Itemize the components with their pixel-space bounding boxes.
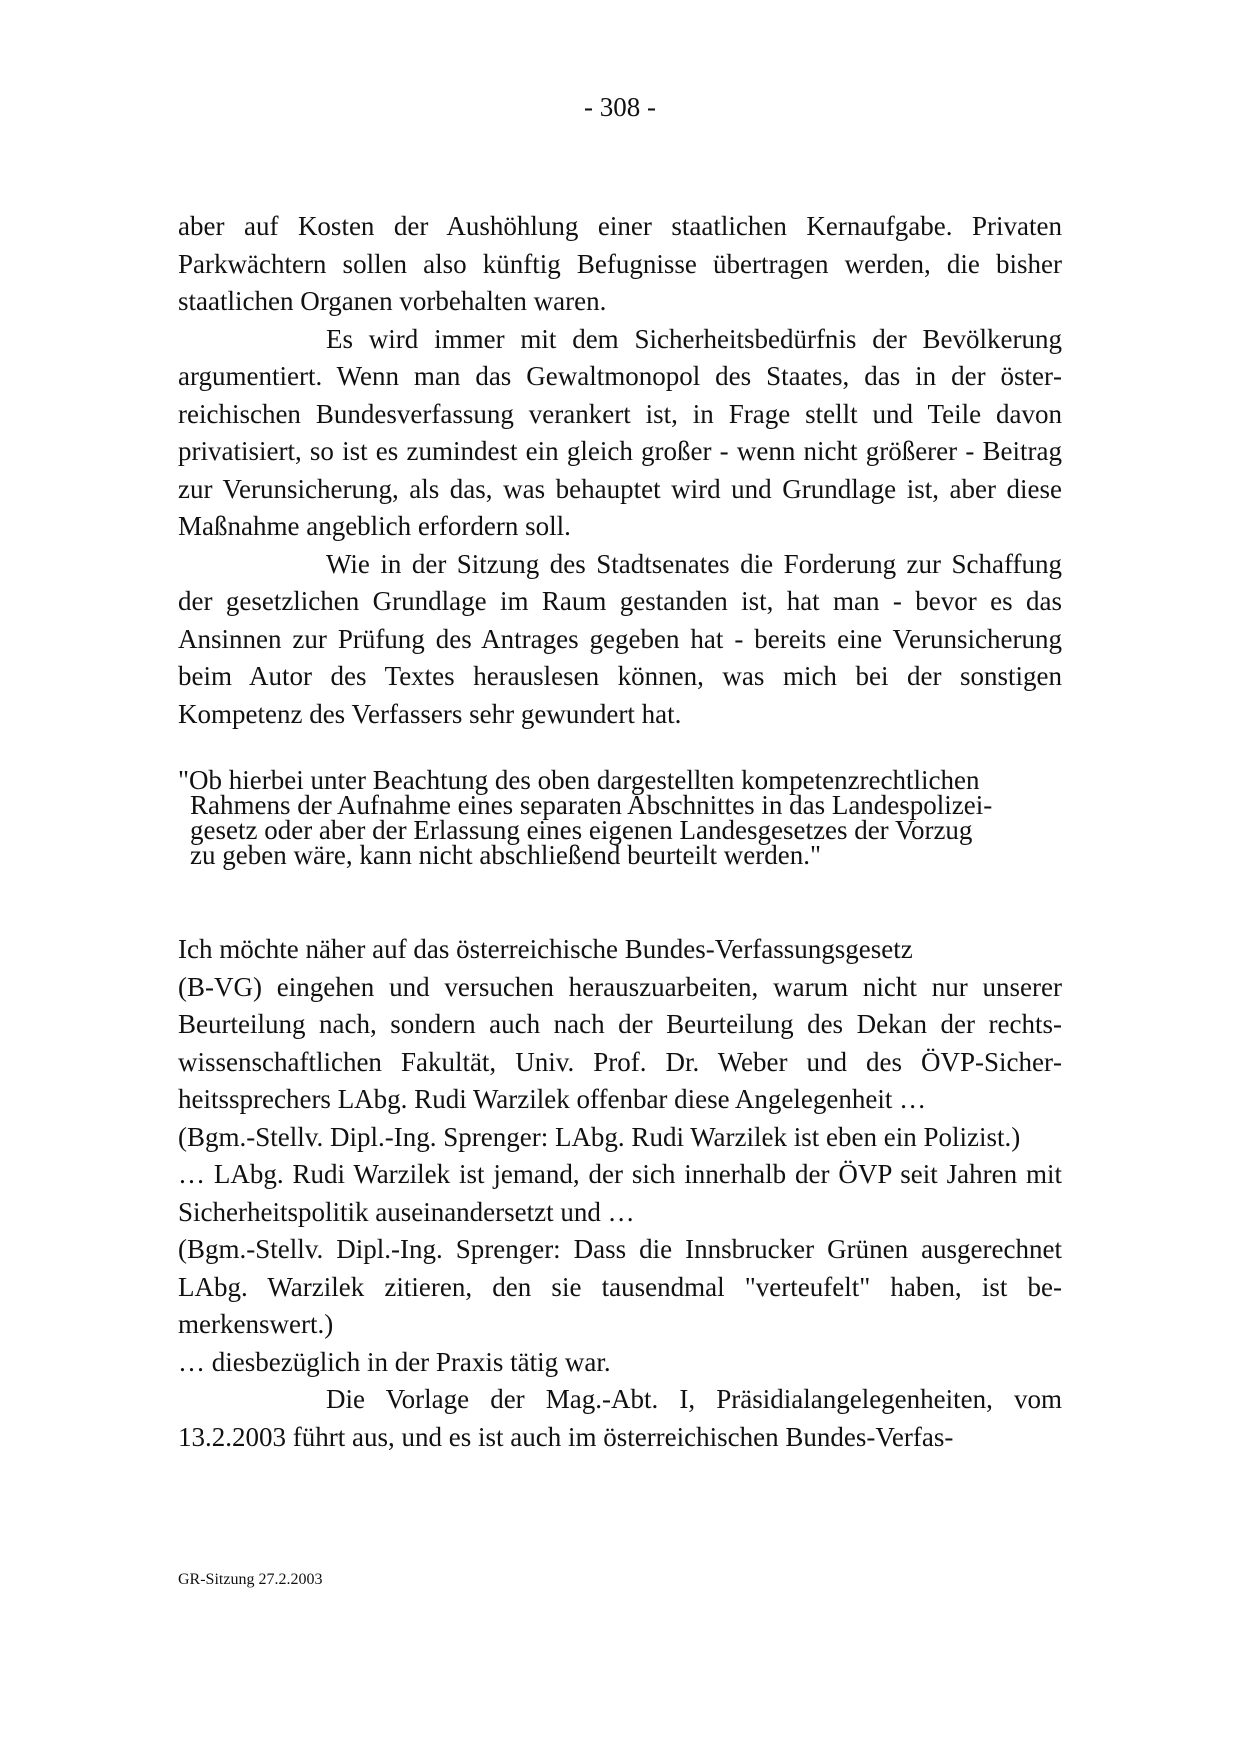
quote-line: zu geben wäre, kann nicht abschließend beurteilt werden." xyxy=(190,840,822,870)
quote-line: "Ob hierbei unter Beachtung des oben dargestellten kompetenzrechtlichen xyxy=(178,765,980,795)
paragraph: Die Vorlage der Mag.-Abt. I, Präsidialangelegenheiten, vom 13.2.2003 führt aus, und es ist auch im österreichischen Bundes-Verfas- xyxy=(178,1384,1062,1452)
text-block-top xyxy=(178,208,1062,733)
quote-line: gesetz oder aber der Erlassung eines eigenen Landesgesetzes der Vorzug xyxy=(190,815,973,845)
paragraph: Ich möchte näher auf das österreichische Bundes-Verfassungsgesetz xyxy=(178,934,913,964)
page-footer: GR-Sitzung 27.2.2003 xyxy=(178,1571,323,1588)
block-quote xyxy=(178,765,1060,870)
paragraph: Es wird immer mit dem Sicherheitsbedürfnis der Bevölkerung argumentiert. Wenn man das Gewaltmonopol des Staates, das in der österreichischen Bundesverfassung verankert ist, in Frage stellt und Teile davon privatisiert, so ist es zumindest ein gleich großer - wenn nicht größerer - Beitrag zur Verunsicherung, als das, was behauptet wird und Grundlage ist, aber diese Maßnahme angeblich erfordern soll. xyxy=(178,323,1062,541)
interjection: (Bgm.-Stellv. Dipl.-Ing. Sprenger: LAbg. Rudi Warzilek ist eben ein Polizist.) xyxy=(178,1121,1021,1152)
quote-line: Rahmens der Aufnahme eines separaten Abschnittes in das Landespolizei- xyxy=(190,790,993,820)
paragraph: aber auf Kosten der Aushöhlung einer staatlichen Kernaufgabe. Privaten Parkwächtern sollen also künftig Befugnisse übertragen werden, die bisher staatlichen Organen vorbehalten waren. xyxy=(178,211,1062,316)
interjection: (Bgm.-Stellv. Dipl.-Ing. Sprenger: Dass die Innsbrucker Grünen ausgerechnet LAbg. Warzilek zitieren, den sie tausendmal "verteufelt" haben, ist bemerkenswert.) xyxy=(178,1234,1062,1339)
page-number: - 308 - xyxy=(584,92,656,122)
paragraph: … diesbezüglich in der Praxis tätig war. xyxy=(178,1346,611,1377)
paragraph: … LAbg. Rudi Warzilek ist jemand, der sich innerhalb der ÖVP seit Jahren mit Sicherheitspolitik auseinandersetzt und … xyxy=(178,1159,1062,1227)
paragraph: Wie in der Sitzung des Stadtsenates die Forderung zur Schaffung der gesetzlichen Grundlage im Raum gestanden ist, hat man - bevor es das Ansinnen zur Prüfung des Antrages gegeben hat - bereits eine Verunsicherung beim Autor des Textes herauslesen können, was mich bei der sonstigen Kompetenz des Verfassers sehr gewundert hat. xyxy=(178,548,1062,729)
paragraph: (B-VG) eingehen und versuchen herauszuarbeiten, warum nicht nur unserer Beurteilung nach, sondern auch nach der Beurteilung des Dekan der rechtswissenschaftlichen Fakultät, Univ. Prof. Dr. Weber und des ÖVP-Sicherheitssprechers LAbg. Rudi Warzilek offenbar diese Angelegenheit … xyxy=(178,971,1062,1114)
text-block-bottom xyxy=(178,931,1062,1456)
